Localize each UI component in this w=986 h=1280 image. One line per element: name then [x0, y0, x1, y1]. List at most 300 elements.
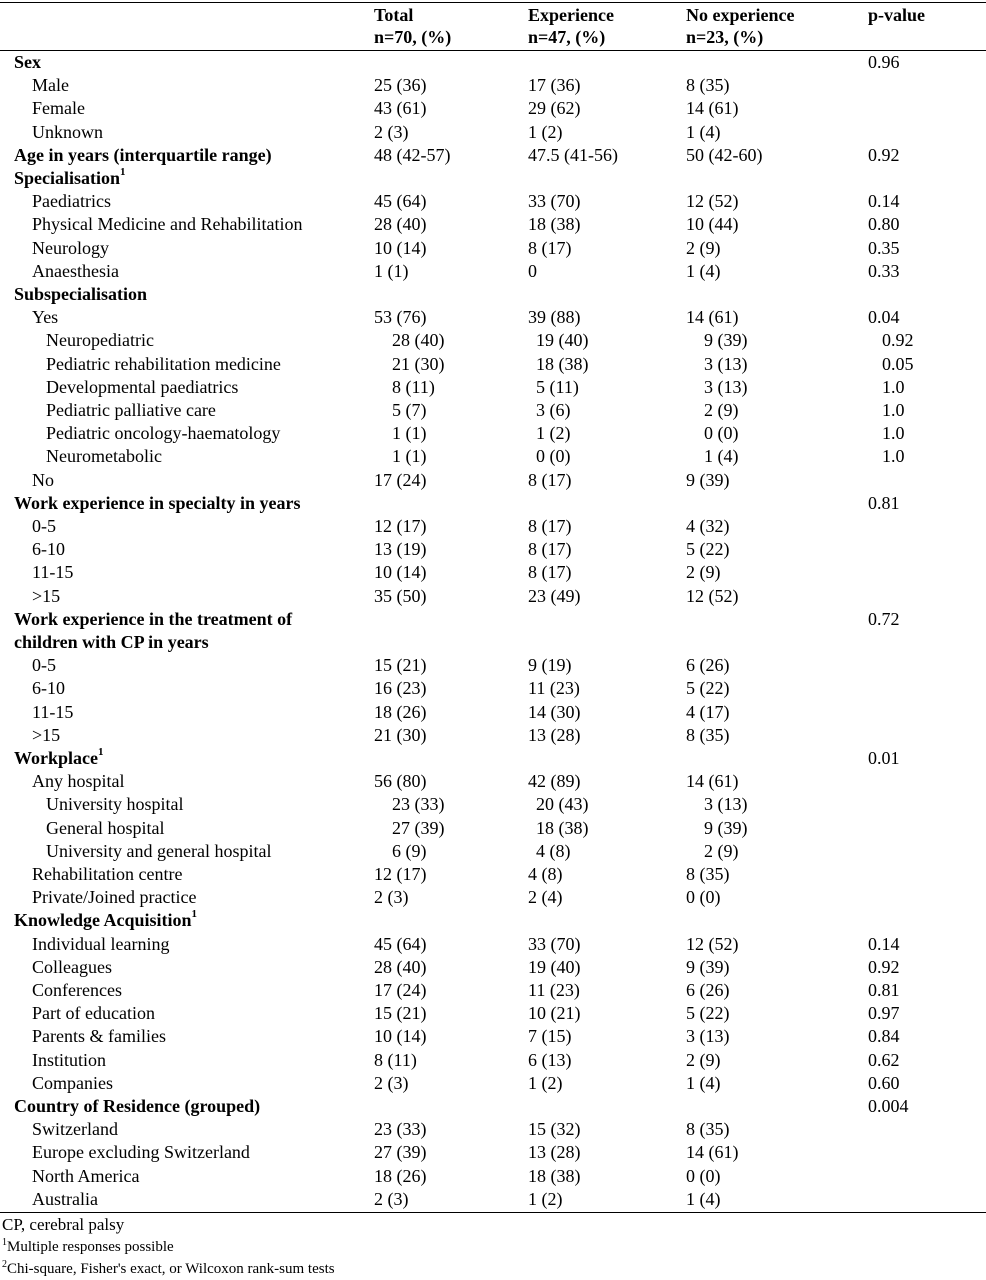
row-label-text: No: [32, 469, 54, 490]
cell-total: 8 (11): [374, 1049, 417, 1070]
row-label: [46, 817, 164, 840]
row-label-text: Part of education: [32, 1003, 155, 1024]
cell-experience: 13 (28): [528, 1142, 581, 1163]
row-heading: [14, 909, 197, 932]
footnote-abbreviation: CP, cerebral palsy: [2, 1215, 125, 1234]
row-label: [32, 538, 65, 561]
cell-experience: 33 (70): [528, 191, 581, 212]
header-no-experience-title: No experience: [686, 5, 795, 25]
cell-experience: 33 (70): [528, 933, 581, 954]
cell-experience: 39 (88): [528, 307, 581, 328]
table-row: [0, 1002, 986, 1025]
cell-total: 2 (3): [374, 121, 409, 142]
cell-experience: 1 (2): [528, 1072, 563, 1093]
row-label-text: Knowledge Acquisition: [14, 910, 192, 931]
header-experience: [528, 4, 614, 48]
cell-total: 8 (11): [392, 376, 435, 397]
table-row: [0, 260, 986, 283]
row-label-text: Parents & families: [32, 1026, 166, 1047]
cell-experience: 17 (36): [528, 75, 581, 96]
row-label: [32, 1049, 106, 1072]
cell-total: 18 (26): [374, 701, 427, 722]
cell-experience: 1 (2): [528, 121, 563, 142]
cell-p-value: 0.72: [868, 608, 900, 629]
row-heading: [14, 747, 104, 770]
cell-no-experience: 14 (61): [686, 98, 739, 119]
row-label-text: >15: [32, 724, 61, 745]
cell-experience: 11 (23): [528, 678, 580, 699]
cell-experience: 18 (38): [536, 817, 589, 838]
row-label-text: Work experience in specialty in years: [14, 492, 301, 513]
row-label-text: Country of Residence (grouped): [14, 1096, 261, 1116]
table-row: [0, 74, 986, 97]
table-row: [0, 608, 986, 631]
cell-no-experience: 3 (13): [704, 376, 748, 397]
cell-experience: 0 (0): [536, 446, 571, 467]
row-label: [32, 469, 54, 492]
row-label-text: Female: [32, 98, 85, 119]
cell-no-experience: 0 (0): [686, 887, 721, 908]
row-label-text: Australia: [32, 1188, 98, 1209]
row-label: [32, 1188, 98, 1211]
cell-total: 45 (64): [374, 191, 427, 212]
row-label-text: University and general hospital: [46, 840, 272, 861]
cell-experience: 18 (38): [536, 353, 589, 374]
cell-no-experience: 12 (52): [686, 191, 739, 212]
table-row: [0, 585, 986, 608]
cell-experience: 23 (49): [528, 585, 581, 606]
cell-total: 2 (3): [374, 1072, 409, 1093]
cell-total: 28 (40): [374, 214, 427, 235]
row-label: [32, 585, 60, 608]
row-label: [32, 979, 122, 1002]
row-label: [32, 1025, 166, 1048]
cell-no-experience: 1 (4): [686, 121, 721, 142]
row-label-text: Europe excluding Switzerland: [32, 1142, 250, 1163]
cell-total: 23 (33): [392, 794, 445, 815]
row-label: [46, 399, 216, 422]
footnote-1-mark: 1: [2, 1237, 7, 1248]
row-label: [32, 677, 65, 700]
cell-p-value: 0.80: [868, 214, 900, 235]
cell-p-value: 0.01: [868, 748, 900, 768]
row-label: [46, 793, 184, 816]
cell-p-value: 1.0: [882, 423, 905, 444]
row-label-text: Unknown: [32, 121, 103, 142]
header-total: [374, 4, 451, 48]
row-label-text: Neurometabolic: [46, 446, 162, 467]
cell-experience: 19 (40): [528, 956, 581, 977]
table-row: [0, 306, 986, 329]
cell-p-value: 0.92: [868, 956, 900, 977]
cell-experience: 29 (62): [528, 98, 581, 119]
row-heading: [14, 1095, 260, 1118]
row-label: [32, 74, 69, 97]
cell-no-experience: 1 (4): [686, 1188, 721, 1209]
cell-no-experience: 8 (35): [686, 724, 730, 745]
table-row: [0, 817, 986, 840]
cell-p-value: 1.0: [882, 446, 905, 467]
cell-total: 21 (30): [392, 353, 445, 374]
cell-no-experience: 5 (22): [686, 1003, 730, 1024]
footnote-marker: 1: [98, 746, 104, 758]
cell-total: 1 (1): [392, 446, 427, 467]
row-label-text: Colleagues: [32, 956, 112, 977]
row-label-text: Yes: [32, 307, 59, 328]
cell-p-value: 0.14: [868, 933, 900, 954]
row-label-text: Sex: [14, 52, 41, 72]
cell-total: 25 (36): [374, 75, 427, 96]
table-row: [0, 51, 986, 74]
row-label: [32, 260, 119, 283]
footnote-2: [2, 1260, 335, 1278]
row-label: [32, 121, 103, 144]
row-label-text: 11-15: [32, 701, 74, 722]
cell-no-experience: 9 (39): [704, 817, 748, 838]
cell-no-experience: 14 (61): [686, 1142, 739, 1163]
cell-no-experience: 3 (13): [704, 353, 748, 374]
cell-experience: 4 (8): [528, 864, 563, 884]
cell-total: 1 (1): [374, 260, 409, 281]
row-label: [46, 840, 271, 863]
table-row: [0, 1072, 986, 1095]
table-row: [0, 909, 986, 932]
cell-p-value: 0.33: [868, 260, 900, 281]
cell-no-experience: 4 (32): [686, 516, 730, 536]
cell-total: 6 (9): [392, 840, 427, 861]
table-row: [0, 422, 986, 445]
row-label-text: Paediatrics: [32, 191, 111, 212]
cell-no-experience: 1 (4): [686, 1072, 721, 1093]
cell-total: 17 (24): [374, 469, 427, 490]
row-label: [32, 561, 73, 584]
row-label-text: Neurology: [32, 237, 109, 258]
row-label-text: Rehabilitation centre: [32, 864, 183, 884]
cell-no-experience: 3 (13): [686, 1026, 730, 1047]
cell-total: 2 (3): [374, 887, 409, 908]
cell-experience: 47.5 (41-56): [528, 144, 618, 165]
cell-no-experience: 4 (17): [686, 701, 730, 722]
row-heading: [14, 167, 126, 190]
row-label-text: Male: [32, 75, 69, 96]
cell-p-value: 0.81: [868, 980, 900, 1000]
cell-experience: 8 (17): [528, 539, 572, 560]
cell-total: 21 (30): [374, 724, 427, 745]
header-p-value: p-value: [868, 5, 926, 25]
table-row: [0, 770, 986, 793]
row-label-text: 0-5: [32, 516, 56, 536]
cell-experience: 0: [528, 260, 537, 281]
cell-no-experience: 2 (9): [704, 840, 739, 861]
header-total-n: n=70, (%): [374, 27, 452, 47]
table-row: [0, 469, 986, 492]
row-label-text: 6-10: [32, 678, 65, 699]
footnote-2-text: Chi-square, Fisher's exact, or Wilcoxon rank-sum tests: [7, 1261, 335, 1277]
row-label: [32, 886, 196, 909]
cell-no-experience: 5 (22): [686, 678, 730, 699]
cell-experience: 42 (89): [528, 771, 581, 792]
row-label: [46, 445, 162, 468]
cell-no-experience: 9 (39): [704, 330, 748, 351]
table-row: [0, 1141, 986, 1164]
row-label: [32, 1118, 118, 1141]
cell-experience: 18 (38): [528, 1165, 581, 1186]
cell-total: 15 (21): [374, 655, 427, 676]
cell-experience: 13 (28): [528, 724, 581, 745]
cell-total: 10 (14): [374, 1026, 427, 1047]
cell-no-experience: 5 (22): [686, 539, 730, 560]
row-label: [32, 770, 125, 793]
row-label-text: Workplace: [14, 748, 98, 768]
table-row: [0, 1049, 986, 1072]
footnote-1: [2, 1238, 174, 1256]
row-label-text: Pediatric oncology-haematology: [46, 423, 281, 444]
row-label-text: Subspecialisation: [14, 284, 148, 304]
table-row: [0, 515, 986, 538]
cell-total: 5 (7): [392, 400, 427, 420]
cell-p-value: 0.81: [868, 492, 900, 513]
table-row: [0, 353, 986, 376]
footnote-1-text: Multiple responses possible: [7, 1239, 174, 1255]
cell-experience: 8 (17): [528, 237, 572, 258]
table-row: [0, 538, 986, 561]
cell-p-value: 0.84: [868, 1026, 900, 1047]
row-label-text: 0-5: [32, 655, 56, 676]
row-label-text: North America: [32, 1165, 140, 1186]
cell-total: 27 (39): [392, 817, 445, 838]
row-label-text: General hospital: [46, 817, 165, 838]
table-row: [0, 376, 986, 399]
cell-no-experience: 8 (35): [686, 864, 730, 884]
table-row: [0, 561, 986, 584]
table-row: [0, 933, 986, 956]
cell-total: 23 (33): [374, 1119, 427, 1140]
row-label: [32, 701, 73, 724]
cell-p-value: 0.97: [868, 1003, 900, 1024]
cell-total: 16 (23): [374, 678, 427, 699]
table-row: [0, 213, 986, 236]
cell-no-experience: 8 (35): [686, 1119, 730, 1140]
cell-total: 28 (40): [392, 330, 445, 351]
row-label-text: Age in years (interquartile range): [14, 144, 272, 165]
table-row: [0, 329, 986, 352]
table-row: [0, 863, 986, 886]
cell-total: 48 (42-57): [374, 144, 451, 165]
row-label: [32, 190, 111, 213]
cell-p-value: 0.35: [868, 237, 900, 258]
row-label: [46, 376, 238, 399]
table-row: [0, 701, 986, 724]
row-label-text: Pediatric palliative care: [46, 400, 216, 420]
cell-no-experience: 2 (9): [686, 1049, 721, 1070]
row-label: [32, 654, 56, 677]
cell-experience: 8 (17): [528, 516, 572, 536]
header-total-title: Total: [374, 5, 414, 25]
row-label: [32, 863, 182, 886]
row-label-text: Pediatric rehabilitation medicine: [46, 353, 281, 374]
row-heading: [14, 51, 41, 74]
row-label-text: 6-10: [32, 539, 65, 560]
cell-experience: 14 (30): [528, 701, 581, 722]
row-label-text: Private/Joined practice: [32, 887, 197, 908]
cell-experience: 7 (15): [528, 1026, 572, 1047]
row-label: [32, 97, 85, 120]
row-label-text: Physical Medicine and Rehabilitation: [32, 214, 303, 235]
table-row: [0, 724, 986, 747]
table-row: [0, 1165, 986, 1188]
table-row: [0, 654, 986, 677]
header-experience-n: n=47, (%): [528, 27, 606, 47]
cell-no-experience: 6 (26): [686, 980, 730, 1000]
cell-experience: 5 (11): [536, 376, 579, 397]
cell-no-experience: 10 (44): [686, 214, 739, 235]
row-label-text: Conferences: [32, 980, 122, 1000]
cell-p-value: 0.92: [868, 144, 900, 165]
table-row: [0, 167, 986, 190]
cell-p-value: 0.60: [868, 1072, 900, 1093]
cell-experience: 10 (21): [528, 1003, 581, 1024]
cell-total: 12 (17): [374, 864, 427, 884]
footnote-marker: 1: [191, 908, 198, 921]
cell-no-experience: 0 (0): [704, 423, 739, 444]
row-label-text: Switzerland: [32, 1119, 118, 1140]
row-label-text: Work experience in the treatment of: [14, 608, 293, 629]
row-label-text: Neuropediatric: [46, 330, 154, 351]
row-label-text: Institution: [32, 1049, 107, 1070]
row-label: [32, 213, 302, 236]
row-label-text: 11-15: [32, 562, 74, 583]
row-label: [32, 956, 112, 979]
table-row: [0, 121, 986, 144]
cell-p-value: 0.04: [868, 307, 900, 328]
cell-total: 15 (21): [374, 1003, 427, 1024]
cell-experience: 1 (2): [536, 423, 571, 444]
cell-experience: 11 (23): [528, 980, 580, 1000]
cell-experience: 20 (43): [536, 794, 589, 815]
cell-total: 13 (19): [374, 539, 427, 560]
cell-no-experience: 1 (4): [686, 260, 721, 281]
table-row: [0, 747, 986, 770]
row-label-text: Companies: [32, 1072, 113, 1093]
table-row: [0, 793, 986, 816]
row-label-text: Anaesthesia: [32, 260, 119, 281]
cell-total: 10 (14): [374, 237, 427, 258]
cell-experience: 18 (38): [528, 214, 581, 235]
cell-p-value: 0.14: [868, 191, 900, 212]
table-row: [0, 979, 986, 1002]
cell-no-experience: 2 (9): [686, 237, 721, 258]
cell-no-experience: 2 (9): [686, 562, 721, 583]
cell-experience: 15 (32): [528, 1119, 581, 1140]
row-heading: [14, 144, 272, 167]
footnote-marker: 1: [120, 166, 126, 178]
table-row: [0, 631, 986, 654]
cell-experience: 1 (2): [528, 1188, 563, 1209]
cell-no-experience: 8 (35): [686, 75, 730, 96]
row-label-text: University hospital: [46, 794, 184, 815]
cell-no-experience: 9 (39): [686, 956, 730, 977]
table-top-rule: [0, 2, 986, 3]
cell-total: 56 (80): [374, 771, 427, 792]
footnote-2-mark: 2: [2, 1259, 7, 1270]
cell-no-experience: 3 (13): [704, 794, 748, 815]
cell-no-experience: 2 (9): [704, 400, 739, 420]
cell-no-experience: 0 (0): [686, 1165, 721, 1186]
table-row: [0, 237, 986, 260]
cell-no-experience: 50 (42-60): [686, 144, 763, 165]
row-label: [32, 1002, 155, 1025]
row-label: [32, 1072, 113, 1095]
row-heading: [14, 608, 292, 631]
cell-total: 18 (26): [374, 1165, 427, 1186]
cell-experience: 2 (4): [528, 887, 563, 908]
table-row: [0, 840, 986, 863]
cell-p-value: 0.05: [882, 353, 914, 374]
table-row: [0, 144, 986, 167]
table-bottom-rule: [0, 1212, 986, 1213]
cell-total: 2 (3): [374, 1188, 409, 1209]
cell-total: 10 (14): [374, 562, 427, 583]
row-label-text: Any hospital: [32, 771, 125, 792]
table-row: [0, 1025, 986, 1048]
cell-no-experience: 9 (39): [686, 469, 730, 490]
table-row: [0, 283, 986, 306]
cell-total: 28 (40): [374, 956, 427, 977]
cell-no-experience: 14 (61): [686, 307, 739, 328]
table-row: [0, 190, 986, 213]
cell-no-experience: 1 (4): [704, 446, 739, 467]
cell-total: 1 (1): [392, 423, 427, 444]
row-label: [32, 306, 58, 329]
row-label: [46, 353, 281, 376]
table-row: [0, 956, 986, 979]
header-no-experience-n: n=23, (%): [686, 27, 764, 47]
cell-experience: 8 (17): [528, 469, 572, 490]
cell-no-experience: 12 (52): [686, 585, 739, 606]
cell-p-value: 0.96: [868, 52, 900, 72]
cell-experience: 6 (13): [528, 1049, 572, 1070]
header-no-experience: [686, 4, 794, 48]
row-label-text: Specialisation: [14, 168, 121, 188]
cell-p-value: 0.004: [868, 1096, 909, 1116]
cell-experience: 4 (8): [536, 840, 571, 861]
row-label: [32, 724, 60, 747]
cell-experience: 9 (19): [528, 655, 572, 676]
cell-no-experience: 6 (26): [686, 655, 730, 676]
cell-total: 35 (50): [374, 585, 427, 606]
table-row: [0, 492, 986, 515]
cell-total: 12 (17): [374, 516, 427, 536]
row-label-text: Individual learning: [32, 933, 170, 954]
cell-experience: 3 (6): [536, 400, 571, 420]
cell-no-experience: 12 (52): [686, 933, 739, 954]
row-label: [32, 237, 109, 260]
row-heading: [14, 492, 300, 515]
row-label: [46, 329, 154, 352]
table-row: [0, 1118, 986, 1141]
row-heading: [14, 283, 147, 306]
row-label: [32, 515, 56, 538]
table-row: [0, 1188, 986, 1211]
table-row: [0, 1095, 986, 1118]
row-heading: [14, 631, 209, 654]
row-label: [32, 1141, 250, 1164]
table-row: [0, 97, 986, 120]
row-label-text: children with CP in years: [14, 632, 209, 652]
table-row: [0, 677, 986, 700]
cell-p-value: 0.62: [868, 1049, 900, 1070]
row-label-text: Developmental paediatrics: [46, 376, 239, 397]
